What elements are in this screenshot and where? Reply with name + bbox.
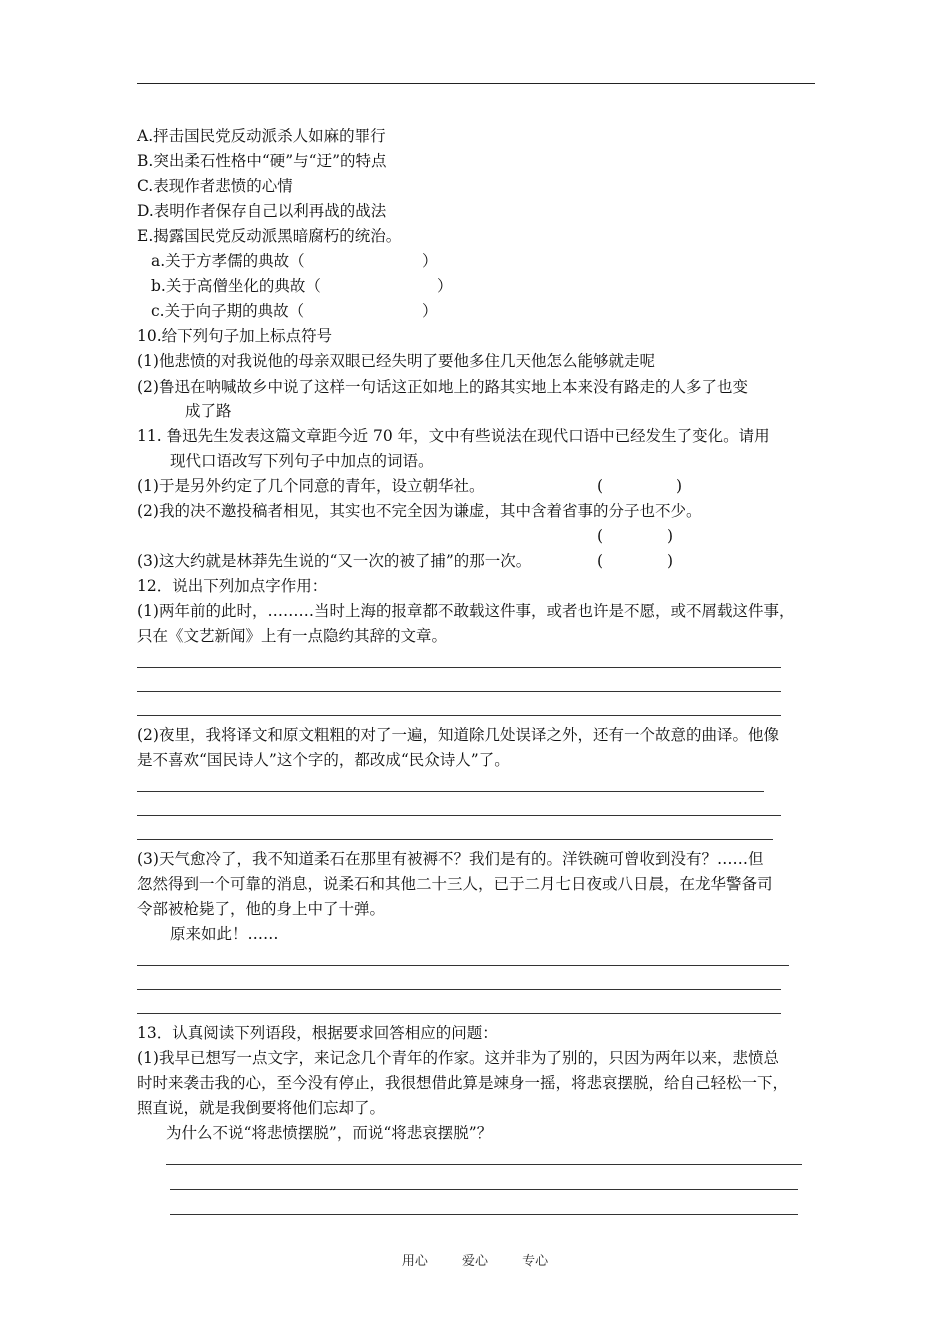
q11-sentence-1: (1)于是另外约定了几个同意的青年，设立朝华社。 (137, 477, 485, 495)
answer-line (137, 791, 764, 792)
option-c: C.表现作者悲愤的心情 (137, 177, 293, 195)
footer-word-1: 用心 (401, 1254, 428, 1269)
q11-sentence-3: (3)这大约就是林莽先生说的“又一次的被了捕”的那一次。 (137, 552, 532, 570)
q12-passage-3-cont-2: 令部被枪毙了，他的身上中了十弹。 (137, 900, 386, 918)
answer-line (137, 989, 781, 990)
q10-sentence-2: (2)鲁迅在呐喊故乡中说了这样一句话这正如地上的路其实地上本来没有路走的人多了也变 (137, 378, 748, 396)
answer-line (170, 1189, 798, 1190)
page-footer (0, 1250, 950, 1269)
sub-item-c-close: ） (422, 302, 438, 320)
q12-passage-3-cont-3: 原来如此！…… (170, 925, 279, 943)
sub-item-b-close: ） (437, 277, 453, 295)
q13-passage-1-cont-1: 时时来袭击我的心，至今没有停止，我很想借此算是竦身一摇，将悲哀摆脱，给自己轻松一下， (137, 1074, 789, 1092)
answer-line (137, 715, 781, 716)
sub-item-a-close: ） (422, 252, 438, 270)
sub-item-a: a.关于方孝儒的典故（ (151, 252, 305, 270)
q12-title: 12．说出下列加点字作用： (137, 577, 328, 595)
option-b: B.突出柔石性格中“硬”与“迂”的特点 (137, 152, 387, 170)
footer-word-3: 专心 (522, 1254, 549, 1269)
answer-line (166, 1164, 802, 1165)
q11-title: 11. 鲁迅先生发表这篇文章距今近 70 年，文中有些说法在现代口语中已经发生了变化。请用 (137, 427, 770, 445)
answer-line (137, 1013, 781, 1014)
q12-passage-3-cont-1: 忽然得到一个可靠的消息，说柔石和其他二十三人，已于二月七日夜或八日晨，在龙华警备司 (137, 875, 773, 893)
q13-passage-1: (1)我早已想写一点文字，来记念几个青年的作家。这并非为了别的，只因为两年以来，悲愤总 (137, 1049, 779, 1067)
q12-passage-1-cont: 只在《文艺新闻》上有一点隐约其辞的文章。 (137, 627, 448, 645)
q11-s3-paren-close: ) (667, 552, 674, 570)
q11-s1-paren-open: ( (597, 477, 604, 495)
q12-passage-3: (3)天气愈冷了，我不知道柔石在那里有被褥不？我们是有的。洋铁碗可曾收到没有？……但 (137, 850, 764, 868)
option-a: A.抨击国民党反动派杀人如麻的罪行 (137, 127, 386, 145)
q10-sentence-1: (1)他悲愤的对我说他的母亲双眼已经失明了要他多住几天他怎么能够就走呢 (137, 352, 655, 370)
q10-title: 10.给下列句子加上标点符号 (137, 327, 333, 345)
q11-s3-paren-open: ( (597, 552, 604, 570)
answer-line (137, 965, 789, 966)
q11-s2-paren-open: ( (597, 527, 604, 545)
q11-title-cont: 现代口语改写下列句子中加点的词语。 (170, 452, 434, 470)
q11-s1-paren-close: ) (676, 477, 683, 495)
answer-line (137, 667, 781, 668)
q11-sentence-2: (2)我的决不邀投稿者相见，其实也不完全因为谦虚，其中含着省事的分子也不少。 (137, 502, 702, 520)
q13-passage-1-cont-2: 照直说，就是我倒要将他们忘却了。 (137, 1099, 386, 1117)
sub-item-b: b.关于高僧坐化的典故（ (151, 277, 321, 295)
answer-line (137, 839, 773, 840)
q12-passage-2-cont: 是不喜欢“国民诗人”这个字的，都改成“民众诗人”了。 (137, 751, 510, 769)
answer-line (170, 1214, 798, 1215)
footer-word-2: 爱心 (461, 1254, 488, 1269)
option-e: E.揭露国民党反动派黑暗腐朽的统治。 (137, 227, 402, 245)
option-d: D.表明作者保存自己以利再战的战法 (137, 202, 387, 220)
header-rule (137, 83, 815, 84)
q13-title: 13．认真阅读下列语段，根据要求回答相应的问题： (137, 1024, 498, 1042)
q11-s2-paren-close: ) (667, 527, 674, 545)
q12-passage-2: (2)夜里，我将译文和原文粗粗的对了一遍，知道除几处误译之外，还有一个故意的曲译。他像 (137, 726, 779, 744)
q10-sentence-2-cont: 成了路 (185, 402, 232, 420)
q12-passage-1: (1)两年前的此时，………当时上海的报章都不敢载这件事，或者也许是不愿，或不屑载这件事， (137, 602, 795, 620)
sub-item-c: c.关于向子期的典故（ (151, 302, 305, 320)
q13-question: 为什么不说“将悲愤摆脱”，而说“将悲哀摆脱”？ (166, 1124, 493, 1142)
answer-line (137, 815, 781, 816)
answer-line (137, 691, 781, 692)
